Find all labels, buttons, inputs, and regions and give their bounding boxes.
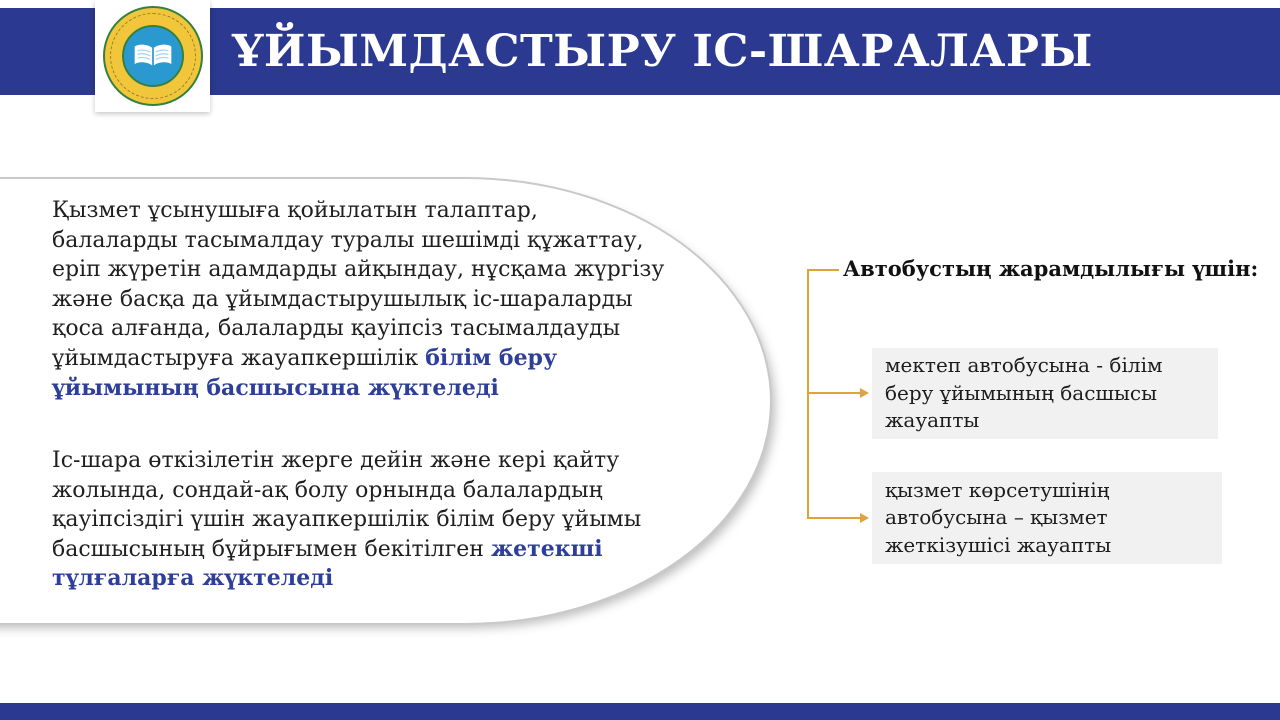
bracket-top-connector bbox=[807, 269, 839, 271]
footer-bar bbox=[0, 703, 1280, 720]
branch-line-1 bbox=[807, 392, 861, 394]
info-box-school-bus bbox=[872, 348, 1218, 439]
emblem-ring-text bbox=[110, 13, 196, 99]
text-line: қауіпсіздігі үшін жауапкершілік білім беру ұйымы bbox=[52, 507, 642, 533]
highlighted-text: білім беру bbox=[425, 344, 558, 371]
text-line: жолында, сондай-ақ болу орнында балалардың bbox=[52, 477, 603, 503]
page-title: ҰЙЫМДАСТЫРУ ІС-ШАРАЛАРЫ bbox=[232, 26, 1093, 77]
highlighted-text: жетекші bbox=[490, 535, 603, 562]
text-line: қоса алғанда, балаларды қауіпсіз тасымалдауды bbox=[52, 316, 621, 342]
text-line: және басқа да ұйымдастырушылық іс-шараларды bbox=[52, 286, 633, 312]
text-line: Іс-шара өткізілетін жерге дейін және кері қайту bbox=[52, 448, 620, 473]
text-line: еріп жүретін адамдарды айқындау, нұсқама жүргізу bbox=[52, 257, 665, 283]
paragraph-responsibility-organization bbox=[52, 196, 672, 403]
paragraph-responsibility-event bbox=[52, 446, 672, 594]
bracket-vertical-line bbox=[807, 269, 809, 519]
info-box-text: қызмет көрсетушінің автобусына – қызмет жеткізушісі жауапты bbox=[885, 477, 1112, 557]
text-line: Қызмет ұсынушыға қойылатын талаптар, bbox=[52, 198, 538, 223]
text-line bbox=[52, 564, 672, 594]
logo-container bbox=[95, 0, 210, 112]
text-line: ұйымдастыруға жауапкершілік білім беру bbox=[52, 344, 558, 371]
info-box-text: мектеп автобусына - білім беру ұйымының басшысы жауапты bbox=[885, 353, 1163, 433]
branch-line-2 bbox=[807, 517, 861, 519]
text-line: басшысының бұйрығымен бекітілген жетекші bbox=[52, 535, 603, 562]
diagram-heading: Автобустың жарамдылығы үшін: bbox=[843, 256, 1259, 281]
highlighted-text: тұлғаларға жүктеледі bbox=[52, 565, 334, 592]
highlighted-text: ұйымының басшысына жүктеледі bbox=[52, 374, 499, 401]
arrow-right-icon-2 bbox=[860, 513, 869, 523]
info-box-provider-bus bbox=[872, 472, 1222, 564]
emblem-logo bbox=[103, 6, 203, 106]
text-line: балаларды тасымалдау туралы шешімді құжаттау, bbox=[52, 227, 644, 253]
arrow-right-icon-1 bbox=[860, 388, 869, 398]
text-line bbox=[52, 374, 672, 404]
